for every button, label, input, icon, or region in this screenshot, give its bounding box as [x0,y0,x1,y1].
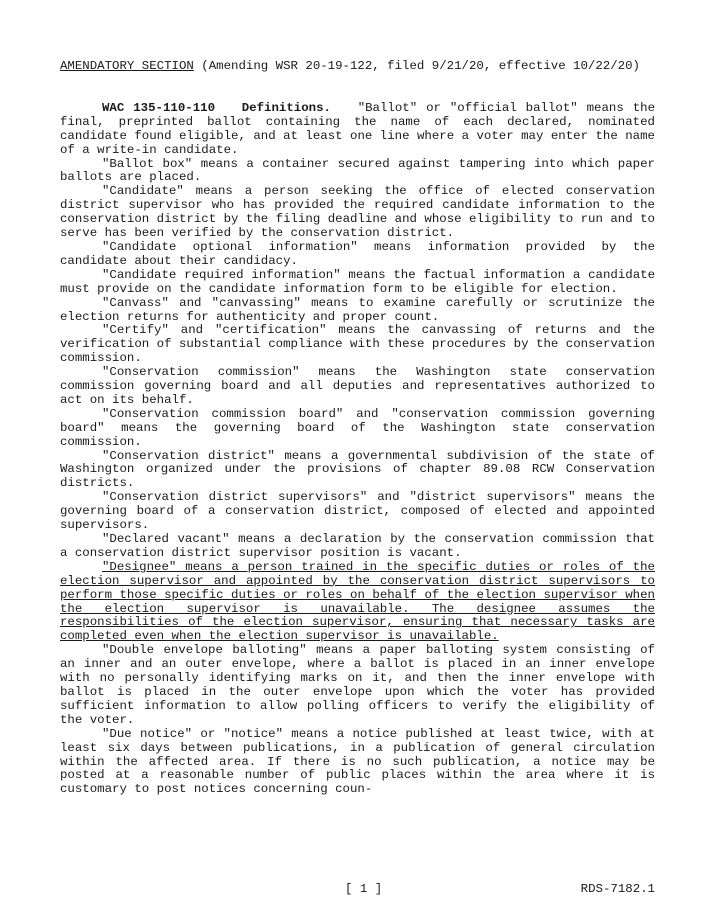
definition-paragraph: "Canvass" and "canvassing" means to examine carefully or scrutinize the election returns for authenticity and proper count. [60,295,655,324]
definition-paragraph: "Candidate required information" means the factual information a candidate must provide on the candidate information form to be eligible for election. [60,267,655,296]
definition-paragraph: "Conservation commission" means the Washington state conservation commission governing board and all deputies and representatives authorized to act on its behalf. [60,365,655,407]
definition-paragraph: "Declared vacant" means a declaration by the conservation commission that a conservation district supervisor position is vacant. [60,532,655,560]
page-number: [ 1 ] [345,882,383,896]
definition-paragraph: "Candidate" means a person seeking the office of elected conservation district supervisor who has provided the required candidate information to the conservation district by the filing deadline and whose eligibility to run and to serve has been verified by the conservation district. [60,184,655,241]
definition-paragraph: "Conservation district" means a governmental subdivision of the state of Washington organized under the provisions of chapter 89.08 RCW Conservation districts. [60,448,655,491]
definition-paragraph: "Certify" and "certification" means the canvassing of returns and the verification of substantial compliance with these procedures by the conservation commission. [60,323,655,366]
document-id: RDS-7182.1 [580,882,655,896]
definition-paragraph: "Due notice" or "notice" means a notice published at least twice, with at least six days between publications, in a publication of general circulation within the affected area. If there is no such publication, a notice may be posted at a reasonable number of public places within the area where it is customary to post notices concerning coun- [60,726,655,797]
definition-paragraph: "Conservation commission board" and "conservation commission governing board" means the governing board of the Washington state conservation commission. [60,406,655,449]
amendatory-header [60,60,655,74]
definition-paragraph: "Double envelope balloting" means a paper balloting system consisting of an inner and an outer envelope, where a ballot is placed in an inner envelope with no personally identifying marks on it, and then the inner envelope with ballot is placed in the outer envelope upon which the voter has provided sufficient information to allow polling officers to verify the eligibility of the voter. [60,643,655,727]
wac-section-title: Definitions. [241,100,331,115]
amend-note: (Amending WSR 20-19-122, filed 9/21/20, effective 10/22/20) [193,59,640,73]
inserted-definition-paragraph: "Designee" means a person trained in the specific duties or roles of the election supervisor and appointed by the conservation district supervisors to perform those specific duties or roles on behalf of the election supervisor when the election supervisor is unavailable. The designee assumes the responsibilities of the election supervisor, ensuring that necessary tasks are completed even when the election supervisor is unavailable. [60,559,655,644]
definition-paragraph: "Ballot box" means a container secured against tampering into which paper ballots are placed. [60,156,655,185]
definition-text: "Ballot" or "official ballot" means the final, preprinted ballot containing the name of each declared, nominated candidate found eligible, and at least one line where a voter may enter the name of a write-in candidate. [60,100,656,157]
document-page [60,60,655,797]
definition-paragraph: "Candidate optional information" means information provided by the candidate about their candidacy. [60,239,655,268]
definition-paragraph: "Conservation district supervisors" and "district supervisors" means the governing board of a conservation district, composed of elected and appointed supervisors. [60,490,655,533]
wac-section-number: WAC 135-110-110 [102,100,216,115]
definition-paragraph [60,102,655,158]
amendatory-label: AMENDATORY SECTION [60,59,194,73]
